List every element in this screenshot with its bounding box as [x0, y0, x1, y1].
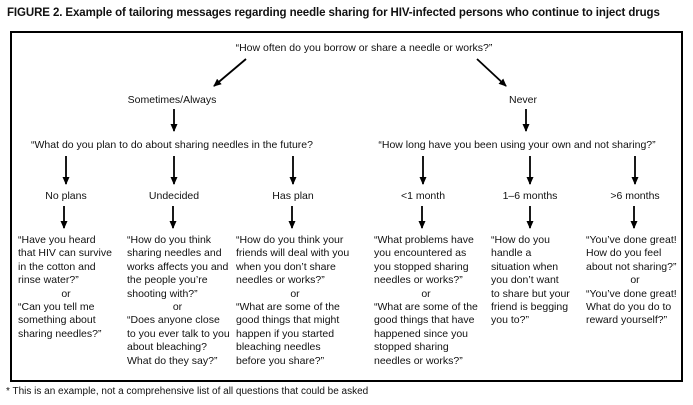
message-line: stopped sharing	[374, 341, 449, 354]
message-line: “Does anyone close	[127, 314, 220, 327]
message-line: happen if you started	[236, 327, 335, 340]
option-label-undecided: Undecided	[148, 190, 200, 202]
or-separator: or	[172, 301, 183, 314]
option-label-has-plan: Has plan	[272, 190, 314, 202]
message-line: “How do you think	[127, 234, 212, 246]
messages-no-plans	[18, 234, 114, 341]
option-label-lt1-month: <1 month	[400, 190, 446, 202]
message-line: good things that might	[236, 314, 340, 327]
message-line: “What are some of the	[374, 301, 478, 314]
message-line: sharing needles and	[127, 247, 222, 260]
message-line: when you don’t share	[236, 260, 336, 273]
message-line: How do you feel	[586, 247, 662, 260]
message-line: What do they say?”	[127, 354, 218, 367]
message-line: “What are some of the	[236, 301, 340, 314]
message-line: to you ever talk to you	[127, 327, 230, 340]
message-line: “Can you tell me	[18, 301, 95, 314]
messages-undecided	[127, 234, 228, 368]
root-question: “How often do you borrow or share a needle or works?”	[235, 42, 493, 54]
message-line: that HIV can survive	[18, 247, 112, 260]
message-line: “How do you think your	[236, 234, 344, 246]
message-line: shooting with?”	[127, 287, 198, 300]
message-line: about bleaching?	[127, 341, 207, 354]
message-line: bleaching needles	[236, 341, 321, 354]
message-line: situation when	[491, 260, 559, 273]
message-line: needles or works?”	[374, 274, 463, 287]
message-line: reward yourself?”	[586, 314, 668, 327]
figure-title: FIGURE 2. Example of tailoring messages regarding needle sharing for HIV-infected persons who continue to inject drugs	[7, 7, 660, 19]
question-sharing-future: “What do you plan to do about sharing needles in the future?	[31, 139, 313, 151]
message-line: What do you do to	[586, 301, 672, 314]
figure-footnote: * This is an example, not a comprehensive list of all questions that could be asked	[6, 386, 369, 397]
option-label-gt6-months: >6 months	[610, 190, 660, 202]
message-line: you don’t want	[491, 274, 559, 287]
branch-label-sometimes-always: Sometimes/Always	[127, 94, 217, 106]
message-line: handle a	[491, 247, 532, 260]
message-line: works affects you and	[127, 260, 229, 273]
option-label-no-plans: No plans	[45, 190, 87, 202]
question-how-long-not-sharing: “How long have you been using your own and not sharing?”	[378, 139, 656, 151]
messages-gt6-months	[586, 234, 684, 328]
message-line: you to?”	[491, 314, 529, 327]
messages-1-6-months	[491, 234, 577, 328]
message-line: “Have you heard	[18, 234, 96, 246]
messages-lt1-month	[374, 234, 478, 368]
message-line: needles or works?”	[374, 354, 463, 367]
message-line: you stopped sharing	[374, 260, 469, 273]
message-line: good things that have	[374, 314, 475, 327]
branch-label-never: Never	[508, 94, 538, 106]
message-line: rinse water?”	[18, 274, 79, 287]
message-line: about not sharing?”	[586, 260, 677, 273]
message-line: the people you’re	[127, 274, 208, 287]
message-line: needles or works?”	[236, 274, 325, 287]
or-separator: or	[421, 287, 431, 300]
message-line: in the cotton and	[18, 260, 96, 273]
message-line: “You’ve done great!	[586, 287, 677, 300]
message-line: something about	[18, 314, 96, 327]
message-line: friend is begging	[491, 301, 569, 314]
message-line: “How do you	[491, 234, 550, 246]
message-line: you encountered as	[374, 247, 467, 260]
option-label-1-6-months: 1–6 months	[502, 190, 558, 202]
messages-has-plan	[236, 234, 354, 368]
message-line: happened since you	[374, 327, 468, 340]
message-line: sharing needles?”	[18, 327, 102, 340]
or-separator: or	[61, 287, 71, 300]
message-line: to share but your	[491, 287, 570, 300]
message-line: “You’ve done great!	[586, 234, 677, 246]
message-line: before you share?”	[236, 354, 325, 367]
message-line: friends will deal with you	[236, 247, 350, 260]
or-separator: or	[630, 274, 640, 287]
message-line: “What problems have	[374, 234, 474, 246]
or-separator: or	[290, 287, 300, 300]
